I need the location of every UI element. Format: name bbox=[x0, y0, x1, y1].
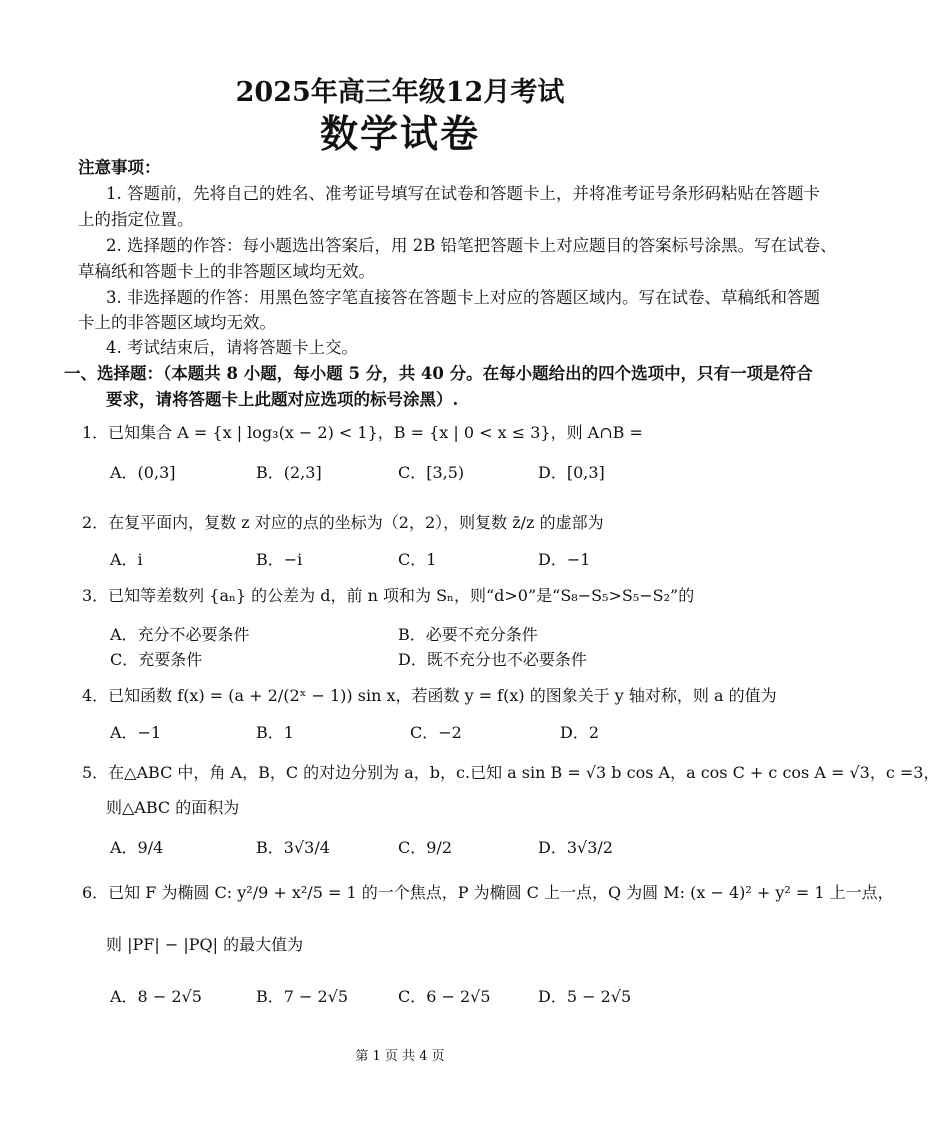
notes-line-2: 上的指定位置。 bbox=[78, 210, 194, 229]
question-2-option-a: A．i bbox=[110, 550, 143, 569]
question-4-option-b: B．1 bbox=[256, 723, 294, 742]
notes-line-6: 卡上的非答题区域均无效。 bbox=[78, 313, 276, 332]
notes-line-5: 3. 非选择题的作答：用黑色签字笔直接答在答题卡上对应的答题区域内。写在试卷、草稿纸和答题 bbox=[106, 288, 820, 307]
notes-line-1: 1. 答题前，先将自己的姓名、准考证号填写在试卷和答题卡上，并将准考证号条形码粘贴在答题卡 bbox=[106, 184, 820, 203]
question-6-option-c: C．6 − 2√5 bbox=[398, 987, 491, 1006]
question-4-option-c: C．−2 bbox=[410, 723, 462, 742]
question-2-stem: 2．在复平面内，复数 z 对应的点的坐标为（2，2），则复数 z̄/z 的虚部为 bbox=[82, 513, 604, 532]
question-1-stem: 1．已知集合 A = {x | log₃(x − 2) < 1}，B = {x | 0 < x ≤ 3}，则 A∩B = bbox=[82, 423, 643, 442]
question-3-option-d: D．既不充分也不必要条件 bbox=[398, 650, 587, 669]
question-6-option-a: A．8 − 2√5 bbox=[110, 987, 202, 1006]
question-5-option-d: D．3√3/2 bbox=[538, 838, 613, 857]
question-3-stem: 3．已知等差数列 {aₙ} 的公差为 d，前 n 项和为 Sₙ，则“d>0”是“S₈−S₅>S₅−S₂”的 bbox=[82, 586, 695, 605]
notes-line-7: 4. 考试结束后，请将答题卡上交。 bbox=[106, 338, 358, 357]
question-2-option-d: D．−1 bbox=[538, 550, 591, 569]
question-1-option-b: B．(2,3] bbox=[256, 463, 322, 482]
subject-title: 数学试卷 bbox=[319, 111, 480, 156]
question-5-stem-line-2: 则△ABC 的面积为 bbox=[106, 798, 240, 817]
question-6-stem-line-1: 6．已知 F 为椭圆 C: y²/9 + x²/5 = 1 的一个焦点，P 为椭圆 C 上一点，Q 为圆 M: (x − 4)² + y² = 1 上一点， bbox=[82, 883, 894, 902]
question-3-option-c: C．充要条件 bbox=[110, 650, 203, 669]
notes-line-3: 2. 选择题的作答：每小题选出答案后，用 2B 铅笔把答题卡上对应题目的答案标号涂黑。写在试卷、 bbox=[106, 236, 837, 255]
question-3-option-a: A．充分不必要条件 bbox=[110, 625, 250, 644]
question-2-option-b: B．−i bbox=[256, 550, 303, 569]
question-4-option-d: D．2 bbox=[560, 723, 600, 742]
question-5-option-b: B．3√3/4 bbox=[256, 838, 330, 857]
question-4-stem: 4．已知函数 f(x) = (a + 2/(2ˣ − 1)) sin x，若函数 y = f(x) 的图象关于 y 轴对称，则 a 的值为 bbox=[82, 686, 777, 705]
question-2-option-c: C．1 bbox=[398, 550, 437, 569]
question-4-option-a: A．−1 bbox=[110, 723, 162, 742]
question-3-option-b: B．必要不充分条件 bbox=[398, 625, 538, 644]
question-1-option-d: D．[0,3] bbox=[538, 463, 605, 482]
section1-line-1: 一、选择题：（本题共 8 小题，每小题 5 分，共 40 分。在每小题给出的四个选项中，只有一项是符合 bbox=[64, 364, 813, 383]
notes-heading: 注意事项： bbox=[78, 158, 161, 177]
question-6-stem-line-2: 则 |PF| − |PQ| 的最大值为 bbox=[106, 935, 304, 954]
question-6-option-d: D．5 − 2√5 bbox=[538, 987, 632, 1006]
question-1-option-c: C．[3,5) bbox=[398, 463, 465, 482]
question-6-option-b: B．7 − 2√5 bbox=[256, 987, 349, 1006]
question-5-stem-line-1: 5．在△ABC 中，角 A，B，C 的对边分别为 a，b，c.已知 a sin B = √3 b cos A，a cos C + c cos A = √3，c =3， bbox=[82, 763, 939, 782]
notes-line-4: 草稿纸和答题卡上的非答题区域均无效。 bbox=[78, 262, 375, 281]
question-5-option-c: C．9/2 bbox=[398, 838, 452, 857]
question-1-option-a: A．(0,3] bbox=[110, 463, 176, 482]
section1-line-2: 要求，请将答题卡上此题对应选项的标号涂黑）. bbox=[106, 390, 459, 409]
exam-title: 2025年高三年级12月考试 bbox=[235, 77, 565, 108]
page-footer: 第 1 页 共 4 页 bbox=[355, 1049, 445, 1064]
question-5-option-a: A．9/4 bbox=[110, 838, 164, 857]
